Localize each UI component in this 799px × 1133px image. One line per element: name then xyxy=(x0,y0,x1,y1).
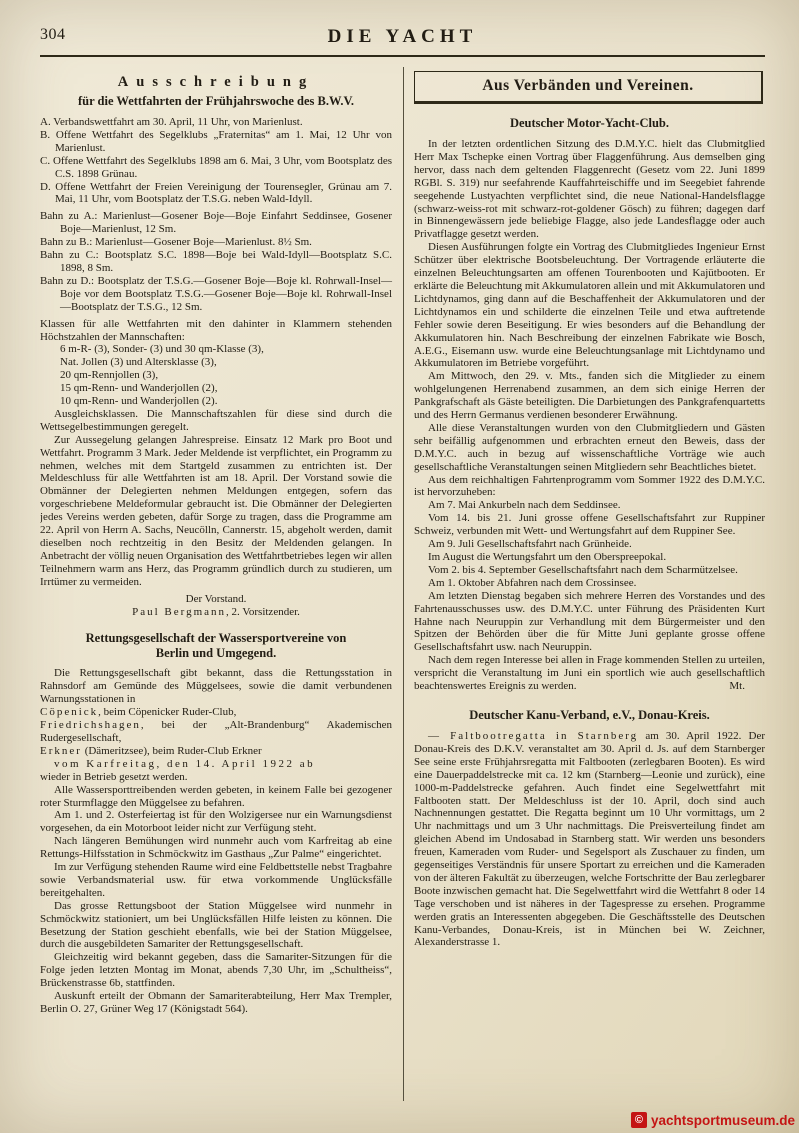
myc-program-item: Am 1. Oktober Abfahren nach dem Crossinsee. xyxy=(428,576,637,589)
masthead-title: DIE YACHT xyxy=(327,26,478,47)
myc-program-item: Am 9. Juli Gesellschaftsfahrt nach Grünheide. xyxy=(428,538,632,551)
watermark-text: yachtsportmuseum.de xyxy=(650,1112,795,1128)
copyright-icon: © xyxy=(631,1112,647,1128)
reopen-date-continuation: wieder in Betrieb gesetzt werden. xyxy=(40,770,188,783)
station-line-coepenick xyxy=(40,706,392,719)
station-name: Erkner xyxy=(40,744,82,757)
kanu-title: Deutscher Kanu-Verband, e.V., Donau-Kreis. xyxy=(469,707,710,722)
rettung-paragraph: Nach längeren Bemühungen wird nunmehr auch vom Karfreitag ab eine Rettungs-Hilfsstation in Schmöckwitz im Gasthaus „Zur Palme“ eingerichtet. xyxy=(40,835,392,861)
myc-paragraph: Am Mittwoch, den 29. v. Mts., fanden sich die Mitglieder zu einem wohlgelungenen Herrenabend zusammen, an dem sich einige Herren der Pankgrafschaft als Gäste beteiligten. Die Darbietungen des Pankgrafenquartetts und des Herrn Germanus verdienen besonderer Erwähnung. xyxy=(414,370,765,422)
reopen-date-line: vom Karfreitag, den 14. April 1922 ab xyxy=(54,757,316,770)
klassen-item: 10 qm-Renn- und Wanderjollen (2). xyxy=(60,395,218,408)
station-name: Cöpenick xyxy=(40,706,99,719)
page-header xyxy=(40,26,765,50)
event-item-a: A. Verbandswettfahrt am 30. April, 11 Uhr, von Marienlust. xyxy=(40,116,303,128)
rettung-paragraph: Das grosse Rettungsboot der Station Müggelsee wird nunmehr in Schmöckwitz stationiert, um bei Unglücksfällen Hilfe leisten zu können. Die Besetzung der Station geschieht ebenfalls, wie bei der Station Müggelsee, durch die ausgebildeten Samariter der Rettungsgesellschaft. xyxy=(40,899,392,951)
myc-paragraph: Diesen Ausführungen folgte ein Vortrag des Clubmitgliedes Ingenieur Ernst Schützer über elektrische Bootsbeleuchtung. Der Vortragende erläuterte die einzelnen Beleuchtungsarten am offenen Tourenbooten und Kajütbooten. Er erklärte die Beleuchtung mit Akkumulatoren allein und mit Akkumulatoren und Lichtdynamos, ging dann auf die Beschaffenheit der Akkumulatoren und der Lichtdynamos ein und schilderte die einzelnen Teile und etwa auftretende Fehler sowie deren Beseitigung. Er wies besonders auf die Behandlung der Akkumulatoren hin. Nach Beschreibung der einzelnen Fabrikate wie Bosch, A.E.G., Eisemann usw. wurde eine Beleuchtungsanlage mit Lichtdynamo und Akkumulatoren im Betriebe vorgeführt. xyxy=(414,241,765,370)
kanu-body: am 30. April 1922. Der Donau-Kreis des D.K.V. veranstaltet am 30. April d. Js. auf dem Starnberger See seine erste Frühjahrsregatta mit Faltbooten (zerlegbaren Booten). Es wird eine Dauerpaddelstrecke mit ca. 12 km (Starnberg—Leonie und zurück), eine 1000-m-Paddelstrecke gefahren. Auch findet eine Segelwettfahrt mit Faltbooten statt. Der Meldeschluss ist der 10. April, doch sind auch Nachnennungen gestattet. Die Regatta beginnt um 10 Uhr vormittags, um 2 Uhr nachmittags und um 3 Uhr nachmittags. Die Preisverteilung findet am gleichen Abend im Undosabad in Starnberg statt. Wir werden uns besonders freuen, Kameraden vom Ruder- und Segelsport als Zuschauer zu finden, um gegenseitiges Verständnis für unsere Sportart zu erreichen und die Kameraden von der älteren Fakultät zu überzeugen, welche Fortschritte der Bau zerlegbarer Boote inzwischen gemacht hat. Die Segelwettfahrt wird die Wettfahrt 8 oder 14 Tage verschoben und ist näheres in der Tagespresse zu ersehen. Programme werden gratis an Interessenten abgegeben. Die Geschäftsstelle des Deutschen Kanu-Verbandes, Donau-Kreis, ist in München bei W. Zeichner, Alexanderstrasse 1. xyxy=(414,729,765,949)
signer-name: Paul Bergmann xyxy=(132,605,227,618)
klassen-item: 20 qm-Rennjollen (3), xyxy=(60,369,159,382)
station-detail: (Dämeritzsee), beim Ruder-Club Erkner xyxy=(81,744,262,757)
details-paragraph: Zur Aussegelung gelangen Jahrespreise. Einsatz 12 Mark pro Boot und Wettfahrt. Programm 3 Mark. Jeder Meldende ist verpflichtet, ein Programm zu nehmen, welches mit dem Startgeld zusammen zu entrichten ist. Der Meldeschluss für alle Wettfahrten ist am 18. April. Der Vorstand sowie die Obmänner der Delegierten nehmen Meldungen entgegen, sofern das vorgeschriebene Meldeformular gebraucht ist. Die Obmänner der Delegierten jedes Vereins werden gebeten, dafür Sorge zu tragen, dass die Programme am 22. April von Herrn A. Sachs, Neucölln, Cannerstr. 15, abgeholt werden, damit dieselben noch rechtzeitig in den Besitz der Meldenden gelangen. In Anbetracht der völlig neuen Organisation des Wettfahrtbetriebes legen wir allen Teilnehmern warm ans Herz, das Programm gründlich durch zu studieren, um Irrtümer zu vermeiden. xyxy=(40,433,392,588)
watermark xyxy=(631,1112,795,1128)
myc-paragraph: In der letzten ordentlichen Sitzung des D.M.Y.C. hielt das Clubmitglied Herr Max Tschepke einen Vortrag über Flaggenführung. Aus demselben ging hervor, dass nach dem geltenden Flaggenrecht (Gesetz vom 22. Juni 1899 RGBl. S. 319) nur seefahrende Kauffahrteischiffe und im Seegebiet fahrende seegehende Lustyachten verpflichtet sind, die neue National-Handelsflagge (schwarz-weiss-rot mit schwarz-rot-goldener Gösch) zu führen; dagegen darf in Binnengewässern jede beliebige Flagge, also jede Landesflagge oder auch Privatflagge gesetzt werden. xyxy=(414,138,765,241)
station-detail: , beim Cöpenicker Ruder-Club, xyxy=(98,706,237,719)
myc-title: Deutscher Motor-Yacht-Club. xyxy=(509,116,669,130)
kanu-lead: — Faltbootregatta in Starnberg xyxy=(428,729,639,742)
rettung-intro: Die Rettungsgesellschaft gibt bekannt, dass die Rettungsstation in Rahnsdorf am Gemünde des Müggelsees, sowie die damit verbundenen Warnungsstationen in xyxy=(40,667,392,706)
rettung-title-line2: Berlin und Umgegend. xyxy=(155,645,277,660)
left-column xyxy=(40,65,392,1115)
kanu-paragraph xyxy=(414,730,765,949)
signer-role: , 2. Vorsitzender. xyxy=(226,605,300,618)
rettung-paragraph: Gleichzeitig wird bekannt gegeben, dass die Samariter-Sitzungen für die Folge jeden letzten Montag im Monat, abends 7,30 Uhr, im „Schultheiss“, Brückenstrasse 6b, stattfinden. xyxy=(40,951,392,990)
rettung-paragraph: Auskunft erteilt der Obmann der Samariterabteilung, Herr Max Trempler, Berlin O. 27, Grüner Weg 17 (Königstadt 564). xyxy=(40,990,392,1015)
course-item-c: Bahn zu C.: Bootsplatz S.C. 1898—Boje bei Wald-Idyll—Bootsplatz S.C. 1898, 8 Sm. xyxy=(40,249,392,274)
event-item-c: C. Offene Wettfahrt des Segelklubs 1898 am 6. Mai, 3 Uhr, vom Bootsplatz des C.S. 1898 Grünau. xyxy=(40,154,392,180)
content-columns xyxy=(40,65,765,1115)
rettung-paragraph: Im zur Verfügung stehenden Raume wird eine Feldbettstelle nebst Tragbahre sowie Verbandsmaterial usw. für etwa vorkommende Unglücksfälle bereitgehalten. xyxy=(40,861,392,899)
vorstand-signature: Der Vorstand. xyxy=(185,592,247,605)
course-item-b: Bahn zu B.: Marienlust—Gosener Boje—Marienlust. 8½ Sm. xyxy=(40,236,312,249)
klassen-item: 15 qm-Renn- und Wanderjollen (2), xyxy=(60,382,218,395)
station-line-erkner xyxy=(40,745,392,758)
myc-paragraph: Alle diese Veranstaltungen wurden von den Clubmitgliedern und Gästen sehr beifällig aufgenommen und erbrachten erneut den Beweis, dass der D.M.Y.C. auch in bezug auf wissenschaftliche Vorträge wie auch gesellschaftliche Veranstaltungen seinen Mitgliedern sehr Beachtliches bietet. xyxy=(414,421,765,473)
myc-program-item: Am 7. Mai Ankurbeln nach dem Seddinsee. xyxy=(428,499,621,512)
bergmann-signature xyxy=(40,606,392,619)
myc-paragraph: Nach dem regen Interesse bei allen in Frage kommenden Stellen zu urteilen, verspricht die Veranstaltung im Juni ein sportlich wie auch gesellschaftlich beachtenswertes Ereignis zu werden. xyxy=(414,654,765,693)
header-rule xyxy=(40,55,765,57)
course-item-d: Bahn zu D.: Bootsplatz der T.S.G.—Gosener Boje—Boje kl. Rohrwall-Insel—Boje vor dem Bootsplatz T.S.G.—Gosener Boje—Boje kl. Rohrwall-Insel—Bootsplatz der T.S.G., 12 Sm. xyxy=(40,274,392,313)
myc-program-intro: Aus dem reichhaltigen Fahrtenprogramm vom Sommer 1922 des D.M.Y.C. ist hervorzuheben: xyxy=(414,473,765,499)
klassen-intro: Klassen für alle Wettfahrten mit den dahinter in Klammern stehenden Höchstzahlen der Mannschaften: xyxy=(40,317,392,343)
myc-signature: Mt. xyxy=(729,680,745,693)
myc-program-item: Vom 2. bis 4. September Gesellschaftsfahrt nach dem Scharmützelsee. xyxy=(428,563,738,576)
right-column xyxy=(414,65,765,1115)
myc-paragraph: Am letzten Dienstag begaben sich mehrere Herren des Vorstandes und des Fahrtenausschusses usw. des D.M.Y.C. unter Führung des Präsidenten Kurt Hahne nach Neuruppin zur Verhandlung mit dem Bürgermeister und den Spitzen der Behörden über die für Mitte Juni geplante grosse offene Gesellschaftsfahrt usw. nach Neuruppin. xyxy=(414,589,765,654)
section-box-title: Aus Verbänden und Vereinen. xyxy=(414,71,763,104)
event-item-b: B. Offene Wettfahrt des Segelklubs „Fraternitas“ am 1. Mai, 12 Uhr von Marienlust. xyxy=(40,128,392,154)
station-name: Friedrichshagen xyxy=(40,719,141,732)
myc-program-item: Vom 14. bis 21. Juni grosse offene Gesellschaftsfahrt zur Ruppiner Schweiz, verbunden mit Wett- und Wertungsfahrt auf dem Ruppiner See. xyxy=(414,512,765,538)
rettung-paragraph: Alle Wassersporttreibenden werden gebeten, in keinem Falle bei gezogener roter Sturmflagge den Müggelsee zu befahren. xyxy=(40,783,392,809)
course-item-a: Bahn zu A.: Marienlust—Gosener Boje—Boje Einfahrt Seddinsee, Gosener Boje—Marienlust, 12 Sm. xyxy=(40,210,392,236)
rettung-title-line1: Rettungsgesellschaft der Wassersportvereine von xyxy=(85,631,347,646)
klassen-item: Nat. Jollen (3) und Altersklasse (3), xyxy=(60,356,217,369)
ausschreibung-title: Ausschreibung xyxy=(117,74,315,90)
klassen-item: 6 m-R- (3), Sonder- (3) und 30 qm-Klasse (3), xyxy=(60,343,264,356)
ausgleich-paragraph: Ausgleichsklassen. Die Mannschaftszahlen für diese sind durch die Wettsegelbestimmungen geregelt. xyxy=(40,407,392,433)
station-line-friedrichshagen xyxy=(40,719,392,745)
myc-program-item: Im August die Wertungsfahrt um den Oberspreepokal. xyxy=(428,551,667,563)
rettung-paragraph: Am 1. und 2. Osterfeiertag ist für den Wolzigersee nur ein Warnungsdienst vorgesehen, da ein Motorboot leider nicht zur Verfügung steht. xyxy=(40,809,392,835)
page-number: 304 xyxy=(40,26,66,43)
event-item-d: D. Offene Wettfahrt der Freien Vereinigung der Tourensegler, Grünau am 7. Mai, 11 Uhr, vom Bootsplatz der T.S.G. neben Wald-Idyll. xyxy=(40,180,392,206)
column-divider xyxy=(403,67,404,1101)
station-detail: , bei der „Alt-Brandenburg“ Akademischen Rudergesellschaft, xyxy=(40,719,392,744)
rettung-title xyxy=(40,631,392,660)
ausschreibung-subtitle: für die Wettfahrten der Frühjahrswoche des B.W.V. xyxy=(77,94,355,108)
